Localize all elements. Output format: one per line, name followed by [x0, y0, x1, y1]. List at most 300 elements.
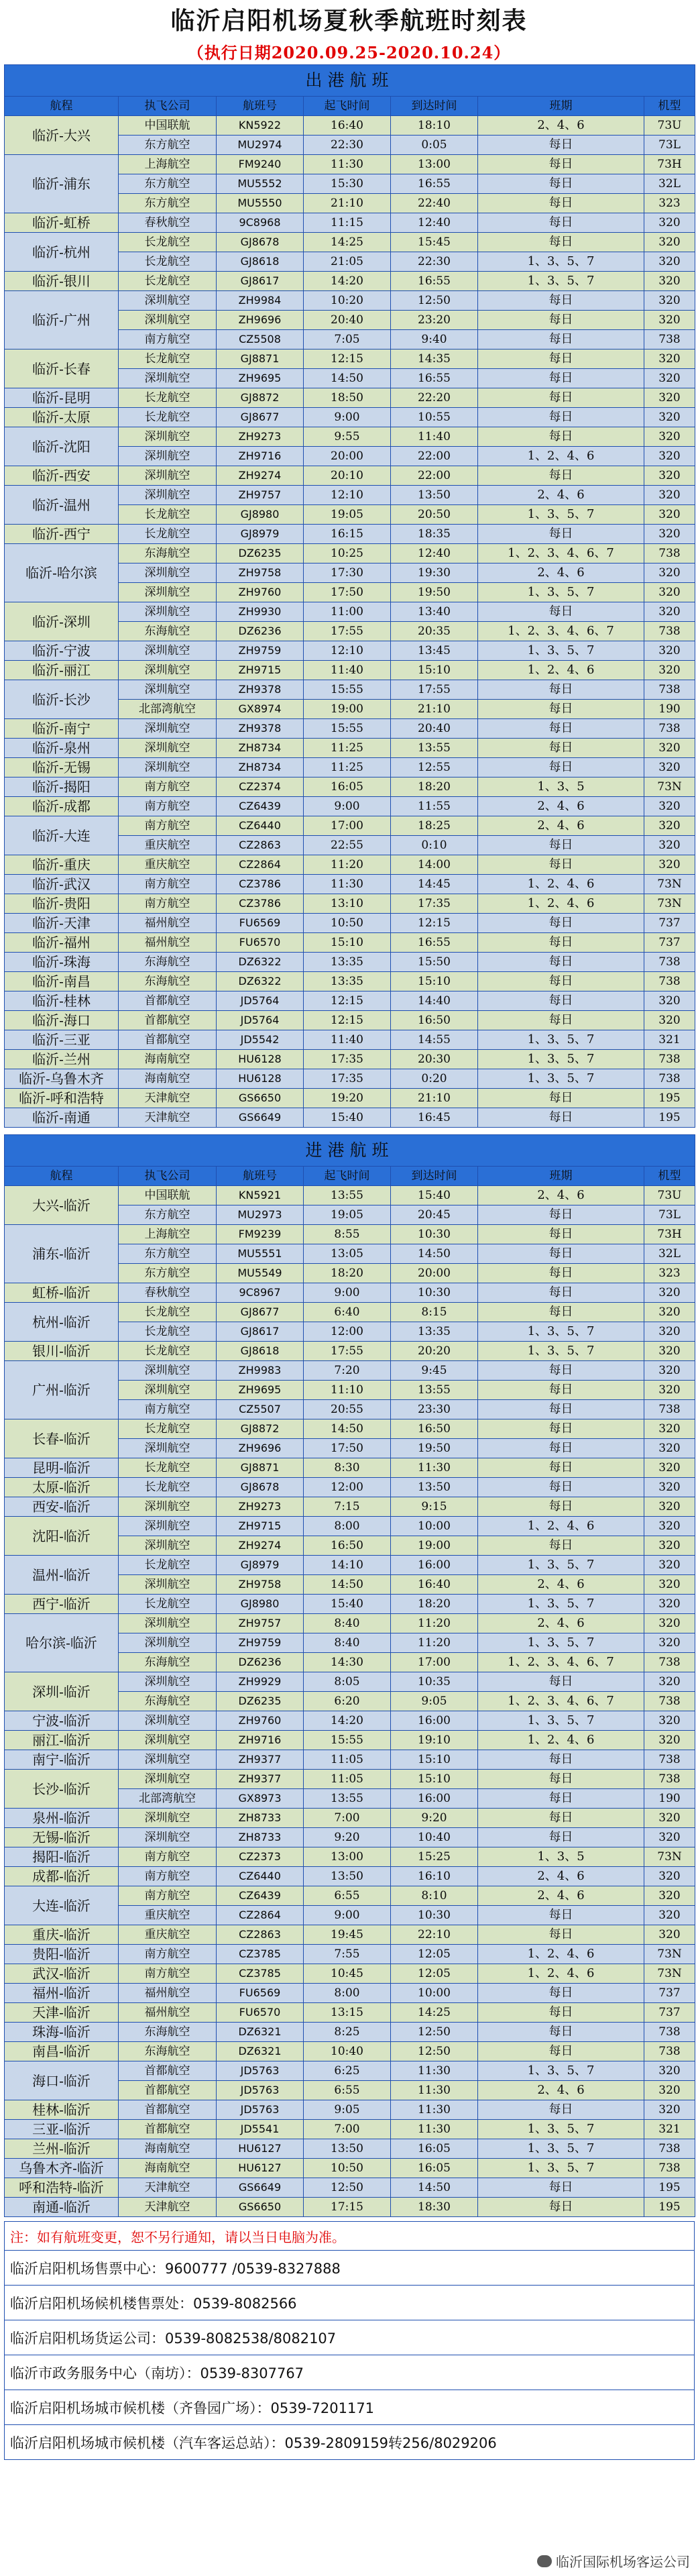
airline-cell: 深圳航空	[119, 583, 217, 602]
departure-time-cell: 9:00	[304, 1906, 391, 1925]
flight-row	[5, 233, 695, 252]
schedule-days-cell: 1、3、5、7	[478, 1342, 644, 1361]
airline-cell: 首都航空	[119, 2081, 217, 2100]
departure-time-cell: 9:00	[304, 797, 391, 816]
airline-cell: 深圳航空	[119, 1770, 217, 1789]
schedule-days-cell: 1、2、4、6	[478, 1517, 644, 1536]
schedule-days-cell: 每日	[478, 758, 644, 777]
route-cell: 浦东-临沂	[5, 1225, 119, 1283]
departure-time-cell: 12:10	[304, 486, 391, 505]
route-cell: 长春-临沂	[5, 1419, 119, 1458]
airline-cell: 东方航空	[119, 174, 217, 194]
arrival-time-cell: 12:05	[391, 1945, 478, 1964]
aircraft-type-cell: 320	[644, 1497, 695, 1517]
aircraft-type-cell: 321	[644, 1030, 695, 1050]
airline-cell: 重庆航空	[119, 836, 217, 855]
column-header: 班期	[478, 1167, 644, 1186]
airline-cell: 东方航空	[119, 1264, 217, 1283]
arrival-time-cell: 10:30	[391, 1283, 478, 1303]
flight-row	[5, 1770, 695, 1789]
aircraft-type-cell: 320	[644, 1283, 695, 1303]
arrival-time-cell: 23:30	[391, 1400, 478, 1419]
flight-row	[5, 1925, 695, 1945]
departure-time-cell: 13:05	[304, 1244, 391, 1264]
schedule-days-cell: 每日	[478, 213, 644, 233]
aircraft-type-cell: 320	[644, 1556, 695, 1575]
route-cell: 西宁-临沂	[5, 1595, 119, 1614]
schedule-days-cell: 每日	[478, 1419, 644, 1439]
flight-number-cell: ZH9930	[217, 602, 304, 622]
departure-time-cell: 6:55	[304, 1886, 391, 1906]
departure-time-cell: 12:15	[304, 1011, 391, 1030]
aircraft-type-cell: 320	[644, 758, 695, 777]
schedule-days-cell: 1、3、5、7	[478, 1069, 644, 1089]
arrivals-table	[4, 1134, 695, 2217]
schedule-days-cell: 1、3、5、7	[478, 1595, 644, 1614]
arrival-time-cell: 13:35	[391, 1322, 478, 1342]
arrival-time-cell: 10:00	[391, 1984, 478, 2003]
flight-number-cell: FU6569	[217, 1984, 304, 2003]
schedule-days-cell: 每日	[478, 953, 644, 972]
airline-cell: 南方航空	[119, 1847, 217, 1867]
arrival-time-cell: 10:00	[391, 1517, 478, 1536]
arrival-time-cell: 11:30	[391, 2061, 478, 2081]
schedule-days-cell: 每日	[478, 972, 644, 991]
arrival-time-cell: 19:50	[391, 583, 478, 602]
departure-time-cell: 13:55	[304, 1186, 391, 1205]
route-cell: 临沂-浦东	[5, 155, 119, 213]
departure-time-cell: 8:00	[304, 1517, 391, 1536]
aircraft-type-cell: 320	[644, 2061, 695, 2081]
departure-time-cell: 17:50	[304, 583, 391, 602]
flight-number-cell: ZH9759	[217, 1633, 304, 1653]
schedule-days-cell: 每日	[478, 1984, 644, 2003]
aircraft-type-cell: 320	[644, 525, 695, 544]
departure-time-cell: 15:30	[304, 174, 391, 194]
airline-cell: 春秋航空	[119, 213, 217, 233]
aircraft-type-cell: 320	[644, 1711, 695, 1731]
schedule-days-cell: 每日	[478, 1750, 644, 1770]
aircraft-type-cell: 32L	[644, 1244, 695, 1264]
airline-cell: 长龙航空	[119, 350, 217, 369]
route-cell: 兰州-临沂	[5, 2139, 119, 2159]
departure-time-cell: 21:05	[304, 252, 391, 272]
departure-time-cell: 12:10	[304, 641, 391, 661]
departure-time-cell: 8:05	[304, 1672, 391, 1692]
aircraft-type-cell: 320	[644, 447, 695, 466]
aircraft-type-cell: 320	[644, 583, 695, 602]
departure-time-cell: 7:15	[304, 1497, 391, 1517]
flight-row	[5, 1809, 695, 1828]
departure-time-cell: 7:00	[304, 2120, 391, 2139]
airline-cell: 深圳航空	[119, 1614, 217, 1633]
flight-row	[5, 777, 695, 797]
flight-number-cell: GJ8872	[217, 388, 304, 408]
schedule-days-cell: 1、3、5	[478, 1847, 644, 1867]
airline-cell: 长龙航空	[119, 1458, 217, 1478]
aircraft-type-cell: 73N	[644, 894, 695, 914]
aircraft-type-cell: 320	[644, 797, 695, 816]
aircraft-type-cell: 737	[644, 914, 695, 933]
flight-number-cell: CZ6440	[217, 816, 304, 836]
aircraft-type-cell: 320	[644, 1011, 695, 1030]
arrival-time-cell: 11:30	[391, 1458, 478, 1478]
arrival-time-cell: 12:50	[391, 291, 478, 311]
route-cell: 沈阳-临沂	[5, 1517, 119, 1556]
flight-number-cell: ZH9377	[217, 1770, 304, 1789]
arrival-time-cell: 14:50	[391, 2178, 478, 2198]
flight-number-cell: GS6649	[217, 1108, 304, 1128]
departure-time-cell: 19:20	[304, 1089, 391, 1108]
airline-cell: 东方航空	[119, 136, 217, 155]
arrival-time-cell: 11:30	[391, 2081, 478, 2100]
arrival-time-cell: 10:30	[391, 1906, 478, 1925]
arrival-time-cell: 20:50	[391, 505, 478, 525]
departure-time-cell: 6:55	[304, 2081, 391, 2100]
schedule-days-cell: 每日	[478, 194, 644, 213]
schedule-days-cell: 每日	[478, 914, 644, 933]
schedule-days-cell: 1、2、3、4、6、7	[478, 1692, 644, 1711]
flight-row	[5, 1342, 695, 1361]
airline-cell: 重庆航空	[119, 1906, 217, 1925]
flight-number-cell: DZ6322	[217, 972, 304, 991]
departure-time-cell: 9:00	[304, 1283, 391, 1303]
route-cell: 临沂-太原	[5, 408, 119, 427]
departure-time-cell: 11:25	[304, 739, 391, 758]
aircraft-type-cell: 323	[644, 194, 695, 213]
departure-time-cell: 15:40	[304, 1108, 391, 1128]
schedule-days-cell: 每日	[478, 2198, 644, 2217]
departure-time-cell: 8:25	[304, 2023, 391, 2042]
route-cell: 昆明-临沂	[5, 1458, 119, 1478]
aircraft-type-cell: 195	[644, 1108, 695, 1128]
arrival-time-cell: 12:50	[391, 2042, 478, 2061]
airline-cell: 首都航空	[119, 1011, 217, 1030]
route-cell: 杭州-临沂	[5, 1303, 119, 1342]
schedule-days-cell: 1、2、4、6	[478, 447, 644, 466]
route-cell: 临沂-长沙	[5, 680, 119, 719]
schedule-days-cell: 每日	[478, 174, 644, 194]
airline-cell: 长龙航空	[119, 505, 217, 525]
aircraft-type-cell: 738	[644, 2023, 695, 2042]
airline-cell: 深圳航空	[119, 1361, 217, 1381]
departure-time-cell: 11:05	[304, 1750, 391, 1770]
route-cell: 临沂-温州	[5, 486, 119, 525]
flight-row	[5, 525, 695, 544]
departure-time-cell: 16:50	[304, 1536, 391, 1556]
aircraft-type-cell: 738	[644, 1692, 695, 1711]
arrival-time-cell: 21:10	[391, 1089, 478, 1108]
arrival-time-cell: 14:40	[391, 991, 478, 1011]
aircraft-type-cell: 738	[644, 972, 695, 991]
flight-row	[5, 291, 695, 311]
departure-time-cell: 10:20	[304, 291, 391, 311]
aircraft-type-cell: 320	[644, 1342, 695, 1361]
schedule-days-cell: 2、4、6	[478, 564, 644, 583]
arrival-time-cell: 9:05	[391, 1692, 478, 1711]
airline-cell: 深圳航空	[119, 758, 217, 777]
arrival-time-cell: 8:15	[391, 1303, 478, 1322]
departure-time-cell: 17:50	[304, 1439, 391, 1458]
airline-cell: 福州航空	[119, 2003, 217, 2023]
schedule-days-cell: 1、2、4、6	[478, 1964, 644, 1984]
airline-cell: 东海航空	[119, 972, 217, 991]
flight-number-cell: ZH9929	[217, 1672, 304, 1692]
arrival-time-cell: 16:55	[391, 174, 478, 194]
departure-time-cell: 8:55	[304, 1225, 391, 1244]
route-cell: 临沂-天津	[5, 914, 119, 933]
aircraft-type-cell: 321	[644, 2120, 695, 2139]
airline-cell: 深圳航空	[119, 427, 217, 447]
schedule-days-cell: 每日	[478, 2023, 644, 2042]
flight-number-cell: GJ8617	[217, 272, 304, 291]
schedule-days-cell: 1、2、4、6	[478, 1945, 644, 1964]
schedule-days-cell: 1、2、4、6	[478, 894, 644, 914]
airline-cell: 长龙航空	[119, 1322, 217, 1342]
departure-time-cell: 22:55	[304, 836, 391, 855]
aircraft-type-cell: 195	[644, 1089, 695, 1108]
airline-cell: 上海航空	[119, 155, 217, 174]
route-cell: 三亚-临沂	[5, 2120, 119, 2139]
flight-number-cell: JD5763	[217, 2061, 304, 2081]
flight-number-cell: DZ6235	[217, 544, 304, 564]
aircraft-type-cell: 738	[644, 1050, 695, 1069]
airline-cell: 海南航空	[119, 2159, 217, 2178]
aircraft-type-cell: 320	[644, 486, 695, 505]
aircraft-type-cell: 738	[644, 544, 695, 564]
route-cell: 贵阳-临沂	[5, 1945, 119, 1964]
flight-row	[5, 2178, 695, 2198]
route-cell: 临沂-宁波	[5, 641, 119, 661]
airline-cell: 东海航空	[119, 1653, 217, 1672]
arrival-time-cell: 16:10	[391, 1867, 478, 1886]
aircraft-type-cell: 320	[644, 1419, 695, 1439]
contact-line: 临沂启阳机场城市候机楼（齐鲁园广场）：0539-7201171	[5, 2390, 695, 2425]
flight-number-cell: GS6650	[217, 2198, 304, 2217]
schedule-days-cell: 1、3、5、7	[478, 1711, 644, 1731]
departure-time-cell: 17:55	[304, 622, 391, 641]
route-cell: 天津-临沂	[5, 2003, 119, 2023]
flight-number-cell: GJ8871	[217, 350, 304, 369]
airline-cell: 首都航空	[119, 991, 217, 1011]
airline-cell: 长龙航空	[119, 1556, 217, 1575]
airline-cell: 东海航空	[119, 2023, 217, 2042]
flight-number-cell: MU5551	[217, 1244, 304, 1264]
aircraft-type-cell: 320	[644, 291, 695, 311]
airline-cell: 深圳航空	[119, 564, 217, 583]
aircraft-type-cell: 738	[644, 1069, 695, 1089]
contact-line: 临沂启阳机场候机楼售票处：0539-8082566	[5, 2286, 695, 2320]
schedule-days-cell: 每日	[478, 855, 644, 875]
departure-time-cell: 12:00	[304, 1322, 391, 1342]
arrival-time-cell: 10:40	[391, 1828, 478, 1847]
departure-time-cell: 13:35	[304, 972, 391, 991]
arrival-time-cell: 9:40	[391, 330, 478, 350]
route-cell: 临沂-昆明	[5, 388, 119, 408]
arrival-time-cell: 21:10	[391, 700, 478, 719]
aircraft-type-cell: 320	[644, 1381, 695, 1400]
departure-time-cell: 11:05	[304, 1770, 391, 1789]
flight-number-cell: GJ8677	[217, 1303, 304, 1322]
flight-row	[5, 427, 695, 447]
aircraft-type-cell: 320	[644, 1303, 695, 1322]
departure-time-cell: 13:10	[304, 894, 391, 914]
route-cell: 临沂-成都	[5, 797, 119, 816]
departure-time-cell: 20:55	[304, 1400, 391, 1419]
contact-line: 临沂市政务服务中心（南坊）：0539-8307767	[5, 2355, 695, 2390]
airline-cell: 深圳航空	[119, 291, 217, 311]
schedule-days-cell: 2、4、6	[478, 797, 644, 816]
arrival-time-cell: 0:05	[391, 136, 478, 155]
arrival-time-cell: 16:50	[391, 1011, 478, 1030]
aircraft-type-cell: 320	[644, 408, 695, 427]
arrival-time-cell: 9:20	[391, 1809, 478, 1828]
route-cell: 临沂-大兴	[5, 116, 119, 155]
flight-number-cell: HU6128	[217, 1050, 304, 1069]
arrival-time-cell: 23:20	[391, 311, 478, 330]
airline-cell: 深圳航空	[119, 661, 217, 680]
route-cell: 临沂-丽江	[5, 661, 119, 680]
flight-number-cell: ZH9716	[217, 447, 304, 466]
flight-number-cell: FM9239	[217, 1225, 304, 1244]
flight-row	[5, 1186, 695, 1205]
arrival-time-cell: 15:25	[391, 1847, 478, 1867]
flight-row	[5, 680, 695, 700]
departure-time-cell: 17:55	[304, 1342, 391, 1361]
arrival-time-cell: 18:30	[391, 2198, 478, 2217]
aircraft-type-cell: 738	[644, 680, 695, 700]
flight-row	[5, 1867, 695, 1886]
schedule-days-cell: 2、4、6	[478, 1614, 644, 1633]
flight-row	[5, 1419, 695, 1439]
arrival-time-cell: 12:55	[391, 758, 478, 777]
flight-number-cell: CZ5508	[217, 330, 304, 350]
flight-row	[5, 1225, 695, 1244]
aircraft-type-cell: 320	[644, 1867, 695, 1886]
flight-number-cell: JD5542	[217, 1030, 304, 1050]
route-cell: 宁波-临沂	[5, 1711, 119, 1731]
flight-number-cell: CZ3785	[217, 1945, 304, 1964]
arrival-time-cell: 15:10	[391, 972, 478, 991]
arrival-time-cell: 22:00	[391, 466, 478, 486]
route-cell: 大连-临沂	[5, 1886, 119, 1925]
aircraft-type-cell: 195	[644, 2198, 695, 2217]
arrival-time-cell: 16:50	[391, 1419, 478, 1439]
departure-time-cell: 8:00	[304, 1984, 391, 2003]
arrival-time-cell: 18:20	[391, 1595, 478, 1614]
flight-row	[5, 875, 695, 894]
flight-row	[5, 155, 695, 174]
arrival-time-cell: 13:40	[391, 602, 478, 622]
flight-number-cell: ZH9695	[217, 369, 304, 388]
route-cell: 成都-临沂	[5, 1867, 119, 1886]
flight-number-cell: KN5922	[217, 116, 304, 136]
airline-cell: 重庆航空	[119, 1925, 217, 1945]
schedule-days-cell: 1、3、5、7	[478, 583, 644, 602]
flight-row	[5, 213, 695, 233]
departure-time-cell: 16:05	[304, 777, 391, 797]
flight-row	[5, 602, 695, 622]
schedule-days-cell: 1、3、5、7	[478, 1050, 644, 1069]
aircraft-type-cell: 320	[644, 602, 695, 622]
route-cell: 临沂-重庆	[5, 855, 119, 875]
aircraft-type-cell: 195	[644, 2178, 695, 2198]
airline-cell: 首都航空	[119, 2100, 217, 2120]
airline-cell: 南方航空	[119, 777, 217, 797]
brand-label: 临沂国际机场客运公司	[556, 2554, 690, 2570]
aircraft-type-cell: 73N	[644, 1847, 695, 1867]
flight-number-cell: CZ3786	[217, 894, 304, 914]
schedule-days-cell: 1、3、5、7	[478, 1556, 644, 1575]
aircraft-type-cell: 320	[644, 1517, 695, 1536]
flight-number-cell: ZH9715	[217, 1517, 304, 1536]
arrival-time-cell: 10:35	[391, 1672, 478, 1692]
departure-time-cell: 11:40	[304, 661, 391, 680]
departure-time-cell: 13:15	[304, 2003, 391, 2023]
arrival-time-cell: 11:20	[391, 1614, 478, 1633]
flight-number-cell: ZH8733	[217, 1809, 304, 1828]
flight-number-cell: GX8973	[217, 1789, 304, 1809]
airline-cell: 东海航空	[119, 622, 217, 641]
schedule-days-cell: 1、2、3、4、6、7	[478, 622, 644, 641]
departure-time-cell: 13:35	[304, 953, 391, 972]
arrival-time-cell: 16:00	[391, 1789, 478, 1809]
departure-time-cell: 10:50	[304, 2159, 391, 2178]
aircraft-type-cell: 320	[644, 1322, 695, 1342]
aircraft-type-cell: 190	[644, 700, 695, 719]
departure-time-cell: 15:55	[304, 1731, 391, 1750]
flight-number-cell: CZ3786	[217, 875, 304, 894]
flight-number-cell: MU5552	[217, 174, 304, 194]
schedule-days-cell: 2、4、6	[478, 1575, 644, 1595]
airline-cell: 深圳航空	[119, 602, 217, 622]
aircraft-type-cell: 320	[644, 427, 695, 447]
flight-row	[5, 1478, 695, 1497]
flight-number-cell: GJ8618	[217, 1342, 304, 1361]
route-cell: 虹桥-临沂	[5, 1283, 119, 1303]
aircraft-type-cell: 320	[644, 661, 695, 680]
aircraft-type-cell: 320	[644, 991, 695, 1011]
departure-time-cell: 6:20	[304, 1692, 391, 1711]
route-cell: 临沂-广州	[5, 291, 119, 350]
page-title: 临沂启阳机场夏秋季航班时刻表	[170, 7, 528, 35]
airline-cell: 首都航空	[119, 2061, 217, 2081]
aircraft-type-cell: 737	[644, 2003, 695, 2023]
flight-number-cell: GX8974	[217, 700, 304, 719]
arrival-time-cell: 12:15	[391, 914, 478, 933]
column-header: 航程	[5, 97, 119, 116]
schedule-days-cell: 每日	[478, 1244, 644, 1264]
flight-number-cell: CZ6439	[217, 1886, 304, 1906]
departure-time-cell: 17:15	[304, 2198, 391, 2217]
footer-note: 注：如有航班变更，恕不另行通知，请以当日电脑为准。	[5, 2222, 695, 2251]
schedule-days-cell: 每日	[478, 1108, 644, 1128]
route-cell: 临沂-珠海	[5, 953, 119, 972]
flight-number-cell: HU6128	[217, 1069, 304, 1089]
arrival-time-cell: 16:05	[391, 2159, 478, 2178]
flight-row	[5, 2139, 695, 2159]
departure-time-cell: 14:50	[304, 1575, 391, 1595]
aircraft-type-cell: 738	[644, 330, 695, 350]
column-header: 机型	[644, 1167, 695, 1186]
airline-cell: 福州航空	[119, 933, 217, 953]
flight-number-cell: GJ8677	[217, 408, 304, 427]
departure-time-cell: 10:25	[304, 544, 391, 564]
flight-number-cell: GJ8980	[217, 505, 304, 525]
aircraft-type-cell: 320	[644, 369, 695, 388]
flight-number-cell: CZ6439	[217, 797, 304, 816]
departure-time-cell: 13:55	[304, 1789, 391, 1809]
